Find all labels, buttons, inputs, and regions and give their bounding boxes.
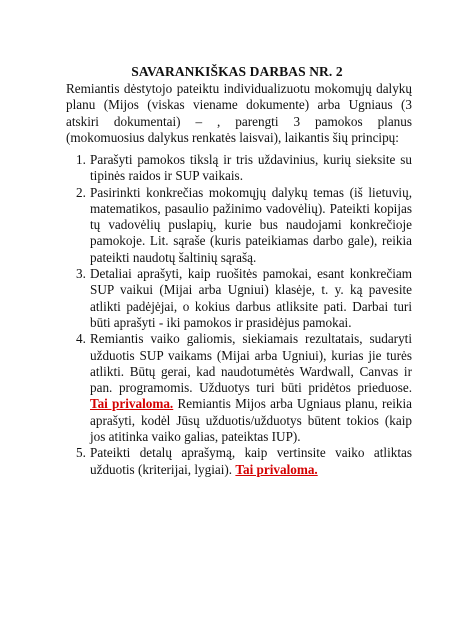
list-item-text: Pasirinkti konkrečias mokomųjų dalykų temas (iš lietuvių, matematikos, pasaulio pažinimo vadovėlių). Pateikti kopijas tų vadovėlių puslapių, kurie bus naudojami konkrečioje pamokoje. Lit. sąraše (kuris pateikiamas darbo gale), reikia pateikti naudotų šaltinių sąrašą.: [90, 184, 412, 265]
list-item-number: 2.: [76, 184, 86, 200]
list-item: [66, 445, 412, 478]
list-item: [66, 266, 412, 331]
list-item-number: 3.: [76, 266, 86, 282]
principles-list: [66, 152, 412, 478]
list-item: [66, 185, 412, 266]
list-item-number: 4.: [76, 331, 86, 347]
list-item-number: 1.: [76, 152, 86, 167]
list-item-text-continued: Remiantis Mijos arba Ugniaus planu, reikia aprašyti, kodėl Jūsų užduotis/užduotys būtent tokios (kaip jos atitinka vaiko galias, pateiktas IUP).: [90, 396, 412, 445]
list-item-text: Detaliai aprašyti, kaip ruošitės pamokai, esant konkrečiam SUP vaikui (Mijai arba Ugniui) klasėje, t. y. ką pavesite atlikti padėjėjai, o kokius darbus atliksite pati. Darbai turi būti aprašyti - iki pamokos ir prasidėjus pamokai.: [90, 266, 412, 330]
list-item-text: Parašyti pamokos tikslą ir tris uždavinius, kurių sieksite su tipinės raidos ir SUP vaikais.: [90, 152, 412, 184]
list-item-text: Remiantis vaiko galiomis, siekiamais rezultatais, sudaryti užduotis SUP vaikams (Mijai arba Ugniui), kurias jie turės atlikti. Būtų gerai, kad naudotumėtės Wardwall, Canvas ir pan. programomis. Užduotys turi būti pridėtos prieduose.: [90, 331, 412, 396]
list-item-number: 5.: [76, 445, 86, 461]
intro-paragraph: Remiantis dėstytojo pateiktu individualizuotu mokomųjų dalykų planu (Mijos (viskas viename dokumente) arba Ugniaus (3 atskiri dokumentai) – , parengti 3 pamokos planus (mokomuosius dalykus renkatės laisvai), laikantis šių principų:: [66, 81, 412, 145]
document-title: SAVARANKIŠKAS DARBAS NR. 2: [131, 64, 343, 79]
list-item: [66, 331, 412, 445]
list-item-text: Pateikti detalų aprašymą, kaip vertinsite vaiko atliktas užduotis (kriterijai, lygiai).: [90, 445, 412, 477]
mandatory-emphasis: Tai privaloma.: [90, 396, 174, 412]
mandatory-emphasis: Tai privaloma.: [235, 461, 318, 477]
list-item: [66, 152, 412, 185]
